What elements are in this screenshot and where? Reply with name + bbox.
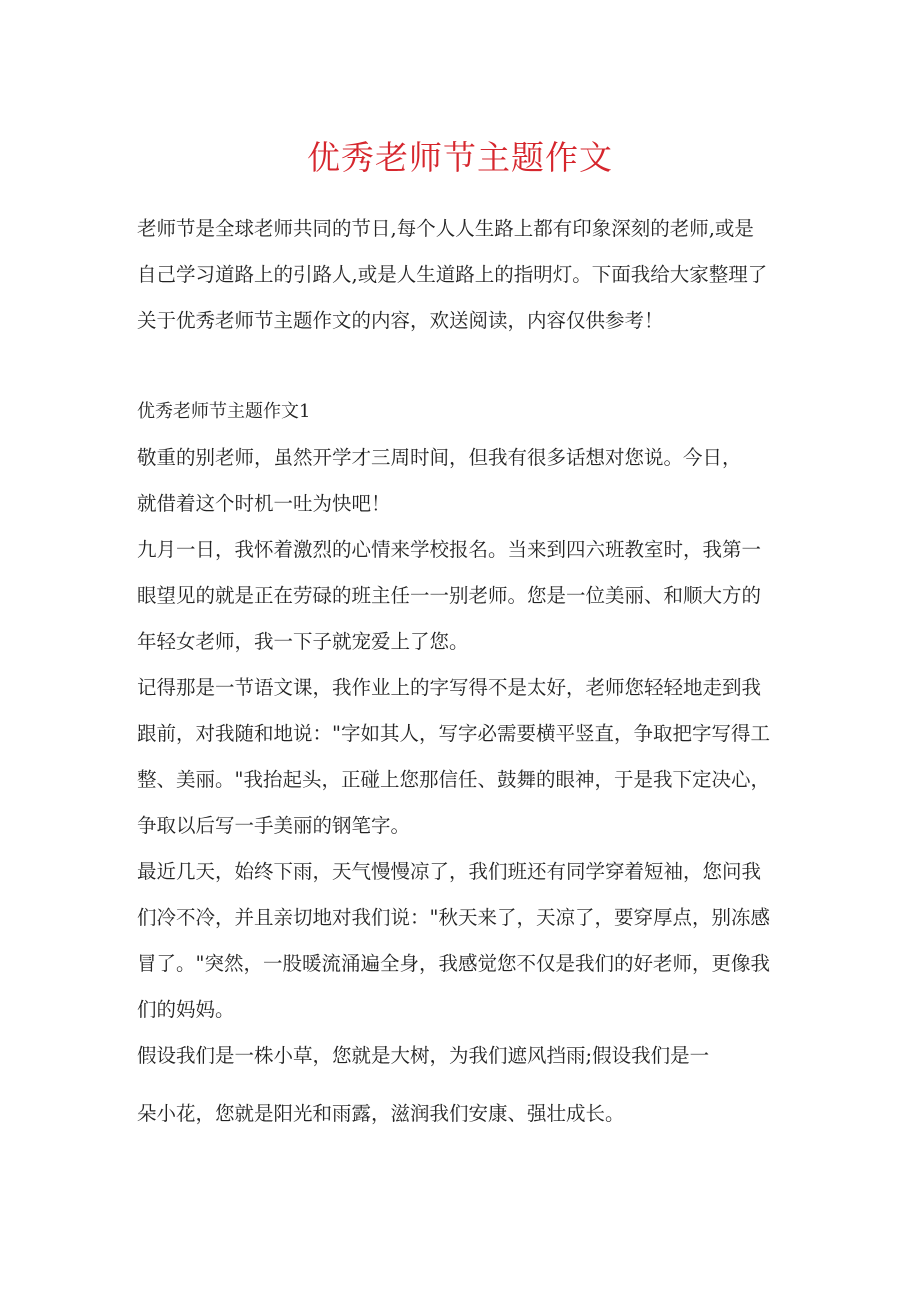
paragraph bbox=[137, 527, 797, 665]
paragraph-line: 整、美丽。"我抬起头，正碰上您那信任、鼓舞的眼神，于是我下定决心， bbox=[137, 768, 770, 791]
paragraph-line: 年轻女老师，我一下子就宠爱上了您。 bbox=[137, 630, 469, 653]
paragraph-line: 最近几天，始终下雨，天气慢慢凉了，我们班还有同学穿着短袖，您问我 bbox=[137, 860, 762, 883]
intro-line: 关于优秀老师节主题作文的内容，欢送阅读，内容仅供参考！ bbox=[137, 309, 664, 332]
intro-line: 自己学习道路上的引路人,或是人生道路上的指明灯。下面我给大家整理了 bbox=[137, 263, 768, 286]
paragraph bbox=[137, 665, 797, 849]
paragraph-line: 朵小花，您就是阳光和雨露，滋润我们安康、强壮成长。 bbox=[137, 1102, 625, 1125]
paragraph bbox=[137, 849, 797, 1033]
intro-paragraph bbox=[137, 206, 797, 344]
spacer bbox=[137, 1079, 797, 1091]
paragraph-line: 冒了。"突然，一股暖流涌遍全身，我感觉您不仅是我们的好老师，更像我 bbox=[137, 952, 770, 975]
document-body bbox=[137, 206, 797, 1137]
section-heading: 优秀老师节主题作文1 bbox=[137, 401, 311, 422]
paragraph-line: 们冷不冷，并且亲切地对我们说："秋天来了，天凉了，要穿厚点，别冻感 bbox=[137, 906, 770, 929]
paragraph-line: 记得那是一节语文课，我作业上的字写得不是太好，老师您轻轻地走到我 bbox=[137, 676, 762, 699]
document-title: 优秀老师节主题作文 bbox=[307, 138, 613, 177]
paragraph-line: 九月一日，我怀着激烈的心情来学校报名。当来到四六班教室时，我第一 bbox=[137, 538, 762, 561]
intro-line: 老师节是全球老师共同的节日,每个人人生路上都有印象深刻的老师,或是 bbox=[137, 217, 754, 240]
paragraph-line: 就借着这个时机一吐为快吧！ bbox=[137, 492, 391, 515]
paragraph-line: 跟前，对我随和地说："字如其人，写字必需要横平竖直，争取把字写得工 bbox=[137, 722, 770, 745]
paragraph-line: 敬重的别老师，虽然开学才三周时间，但我有很多话想对您说。今日， bbox=[137, 446, 742, 469]
paragraph bbox=[137, 435, 797, 527]
paragraph-line: 假设我们是一株小草，您就是大树，为我们遮风挡雨;假设我们是一 bbox=[137, 1044, 710, 1067]
paragraph-line: 眼望见的就是正在劳碌的班主任一一别老师。您是一位美丽、和顺大方的 bbox=[137, 584, 762, 607]
paragraph bbox=[137, 1033, 797, 1079]
paragraph-line: 争取以后写一手美丽的钢笔字。 bbox=[137, 814, 411, 837]
paragraph bbox=[137, 1091, 797, 1137]
paragraph-line: 们的妈妈。 bbox=[137, 998, 235, 1021]
spacer bbox=[137, 344, 797, 389]
